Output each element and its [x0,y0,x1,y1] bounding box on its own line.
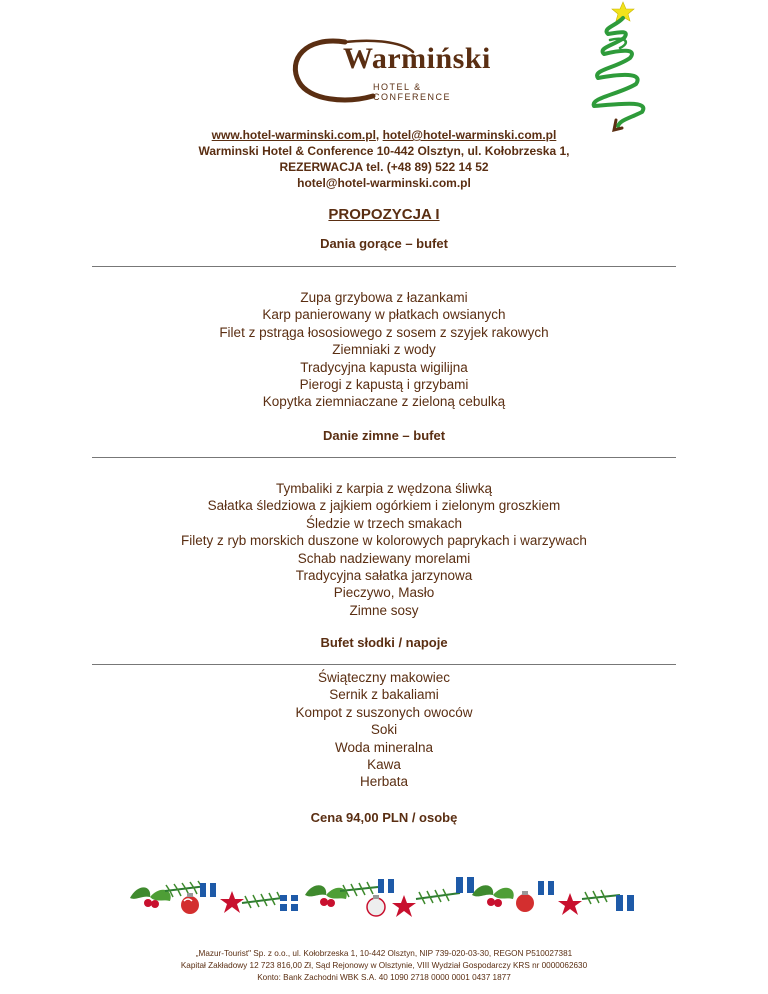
menu-item: Zimne sosy [349,602,419,618]
gift-icon [616,895,634,911]
email-link[interactable]: hotel@hotel-warminski.com.pl [382,128,557,142]
ornament-icon [516,891,534,912]
menu-item: Kopytka ziemniaczane z zieloną cebulką [262,394,506,410]
section-items-hot [0,289,768,411]
address-line: Warminski Hotel & Conference 10-442 Olsztyn, ul. Kołobrzeska 1, [198,144,570,158]
star-icon [558,893,582,915]
email-line: hotel@hotel-warminski.com.pl [297,176,471,190]
menu-item: Soki [370,722,398,738]
section-heading-hot: Dania gorące – bufet [320,236,448,251]
menu-item: Pierogi z kapustą i grzybami [299,377,469,393]
section-items-sweet [0,669,768,791]
menu-item: Świąteczny makowiec [317,670,451,685]
menu-item: Ziemniaki z wody [332,342,436,358]
garland-decoration [120,873,640,923]
menu-item: Schab nadziewany morelami [297,550,471,566]
menu-item: Filet z pstrąga łososiowego z sosem z szyjek rakowych [219,324,549,340]
ornament-icon [181,893,199,914]
ornament-icon [367,895,385,916]
menu-item: Zupa grzybowa z łazankami [300,290,468,305]
menu-item: Woda mineralna [334,739,434,755]
christmas-tree-icon [580,0,660,135]
gift-icon [456,877,474,893]
divider [92,266,676,267]
footer-line: Konto: Bank Zachodni WBK S.A. 40 1090 2718 0000 0001 0437 1877 [257,973,511,982]
website-link[interactable]: www.hotel-warminski.com.pl [211,128,376,142]
menu-item: Kawa [367,757,401,773]
pine-branch-icon [582,890,620,904]
holly-icon [305,885,347,907]
footer-line: „Mazur-Tourist" Sp. z o.o., ul. Kołobrzeska 1, 10-442 Olsztyn, NIP 739-020-03-30, REGON P510027381 [195,949,573,958]
section-heading-sweet: Bufet słodki / napoje [320,635,448,650]
hotel-logo [285,30,491,110]
section-heading-cold: Danie zimne – bufet [322,428,446,443]
holly-icon [130,887,171,908]
gift-icon [280,895,298,911]
contact-block [0,127,768,191]
divider [92,664,676,665]
star-icon [392,895,416,917]
gift-icon [538,881,554,895]
menu-item: Herbata [359,774,409,790]
star-icon [220,891,244,913]
pine-branch-icon [416,889,460,904]
menu-title: PROPOZYCJA I [328,206,440,223]
contact-links: www.hotel-warminski.com.pl, hotel@hotel-warminski.com.pl [211,128,557,142]
menu-item: Kompot z suszonych owoców [295,704,473,720]
divider [92,457,676,458]
section-items-cold [0,480,768,619]
price-line: Cena 94,00 PLN / osobę [310,810,458,825]
menu-item: Tymbaliki z karpia z wędzona śliwką [275,481,493,496]
gift-icon [378,879,394,893]
menu-item: Sałatka śledziowa z jajkiem ogórkiem i zielonym groszkiem [207,498,561,514]
logo-tagline: HOTEL & CONFERENCE [373,82,452,102]
menu-item: Pieczywo, Masło [333,585,435,601]
footer-line: Kapitał Zakładowy 12 723 816,00 Zł, Sąd Rejonowy w Olsztynie, VIII Wydział Gospodarczy KRS nr 0000062630 [180,961,588,970]
menu-item: Tradycyjna kapusta wigilijna [300,359,468,375]
menu-item: Tradycyjna sałatka jarzynowa [295,568,473,584]
menu-item: Sernik z bakaliami [329,687,439,703]
reservation-line: REZERWACJA tel. (+48 89) 522 14 52 [279,160,489,174]
company-footer [0,948,768,984]
menu-item: Filety z ryb morskich duszone w kolorowych paprykach i warzywach [181,533,587,549]
logo-name: Warmiński [343,42,491,75]
menu-item: Karp panierowany w płatkach owsianych [262,307,506,323]
menu-item: Śledzie w trzech smakach [305,515,463,531]
holly-icon [472,885,514,907]
gift-icon [200,878,216,897]
